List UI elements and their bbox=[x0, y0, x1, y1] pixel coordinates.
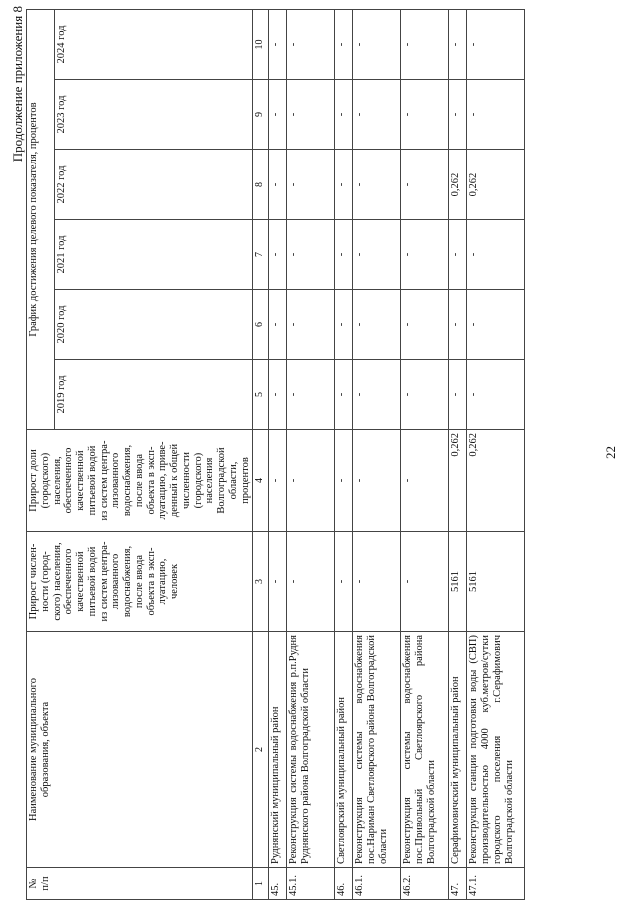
row-name: Реконструкция системы водоснабжения пос.Привольный Светлоярского района Волгоградской области bbox=[401, 632, 449, 868]
row-name: Реконструкция системы водоснабжения пос.Нариман Светлоярского района Волгоградской области bbox=[353, 632, 401, 868]
year-value: - bbox=[335, 9, 353, 79]
population-value: - bbox=[401, 532, 449, 632]
population-value: - bbox=[287, 532, 335, 632]
header-year-2022: 2022 год bbox=[55, 150, 253, 220]
row-number: 47. bbox=[449, 868, 467, 900]
row-number: 46. bbox=[335, 868, 353, 900]
indicator-table bbox=[26, 9, 525, 900]
header-number: № п/п bbox=[27, 868, 253, 900]
row-name: Серафимовичский муниципальный район bbox=[449, 632, 467, 868]
column-number: 7 bbox=[253, 220, 269, 290]
table-row bbox=[269, 9, 287, 899]
population-value: - bbox=[269, 532, 287, 632]
column-number: 10 bbox=[253, 9, 269, 79]
table-row bbox=[353, 9, 401, 899]
row-number: 45. bbox=[269, 868, 287, 900]
year-value: - bbox=[287, 290, 335, 360]
table-row bbox=[287, 9, 335, 899]
header-year-2021: 2021 год bbox=[55, 220, 253, 290]
header-year-2020: 2020 год bbox=[55, 290, 253, 360]
row-number: 46.1. bbox=[353, 868, 401, 900]
year-value: - bbox=[353, 360, 401, 430]
year-value: - bbox=[353, 290, 401, 360]
share-value: - bbox=[269, 430, 287, 532]
row-number: 47.1. bbox=[467, 868, 525, 900]
table-row bbox=[449, 9, 467, 899]
year-value: - bbox=[353, 150, 401, 220]
share-value: 0,262 bbox=[467, 430, 525, 532]
header-row-main bbox=[27, 9, 55, 899]
continuation-title: Продолжение приложения 8 bbox=[10, 6, 25, 163]
population-value: - bbox=[353, 532, 401, 632]
year-value: - bbox=[467, 9, 525, 79]
column-number: 8 bbox=[253, 150, 269, 220]
header-row-column-numbers bbox=[253, 9, 269, 899]
population-value: - bbox=[335, 532, 353, 632]
year-value: - bbox=[335, 220, 353, 290]
table-row bbox=[401, 9, 449, 899]
year-value: - bbox=[449, 360, 467, 430]
header-name: Наименование муниципального образования, объекта bbox=[27, 632, 253, 868]
year-value: - bbox=[269, 80, 287, 150]
row-number: 45.1. bbox=[287, 868, 335, 900]
share-value: - bbox=[287, 430, 335, 532]
year-value: - bbox=[449, 290, 467, 360]
column-number: 6 bbox=[253, 290, 269, 360]
year-value: - bbox=[467, 220, 525, 290]
year-value: - bbox=[269, 360, 287, 430]
header-population-growth: Прирост числен- ности (город- ского) населения, обеспеченного качественной питьевой водой из систем центра- лизованного водоснабжения, после ввода объекта в эксп- луатацию, человек bbox=[27, 532, 253, 632]
header-year-2024: 2024 год bbox=[55, 9, 253, 79]
page-number: 22 bbox=[603, 446, 618, 459]
year-value: - bbox=[269, 150, 287, 220]
column-number: 4 bbox=[253, 430, 269, 532]
year-value: - bbox=[449, 220, 467, 290]
year-value: - bbox=[401, 80, 449, 150]
share-value: - bbox=[335, 430, 353, 532]
header-year-2019: 2019 год bbox=[55, 360, 253, 430]
year-value: - bbox=[353, 80, 401, 150]
row-name: Реконструкция системы водоснабжения р.п.Рудня Руднянского района Волгоградской области bbox=[287, 632, 335, 868]
year-value: - bbox=[401, 290, 449, 360]
year-value: - bbox=[449, 9, 467, 79]
row-number: 46.2. bbox=[401, 868, 449, 900]
column-number: 1 bbox=[253, 868, 269, 900]
year-value: - bbox=[401, 360, 449, 430]
year-value: - bbox=[287, 150, 335, 220]
share-value: 0,262 bbox=[449, 430, 467, 532]
header-schedule: График достижения целевого показателя, процентов bbox=[27, 9, 55, 429]
year-value: 0,262 bbox=[467, 150, 525, 220]
year-value: - bbox=[287, 220, 335, 290]
row-name: Руднянский муниципальный район bbox=[269, 632, 287, 868]
year-value: - bbox=[287, 80, 335, 150]
year-value: - bbox=[401, 150, 449, 220]
year-value: - bbox=[335, 360, 353, 430]
year-value: - bbox=[467, 360, 525, 430]
header-year-2023: 2023 год bbox=[55, 80, 253, 150]
year-value: - bbox=[353, 9, 401, 79]
share-value: - bbox=[353, 430, 401, 532]
year-value: - bbox=[269, 290, 287, 360]
year-value: 0,262 bbox=[449, 150, 467, 220]
column-number: 9 bbox=[253, 80, 269, 150]
table-row bbox=[335, 9, 353, 899]
year-value: - bbox=[335, 290, 353, 360]
year-value: - bbox=[335, 80, 353, 150]
column-number: 5 bbox=[253, 360, 269, 430]
year-value: - bbox=[287, 9, 335, 79]
population-value: 5161 bbox=[449, 532, 467, 632]
header-share-growth: Прирост доли (городского) населения, обеспеченного качественной питьевой водой из систем центра- лизованного водоснабжения, после ввода объекта в эксп- луатацию, приве- денный к общей численности (городского) населения Волгоградской области, процентов bbox=[27, 430, 253, 532]
year-value: - bbox=[335, 150, 353, 220]
year-value: - bbox=[467, 290, 525, 360]
year-value: - bbox=[269, 9, 287, 79]
year-value: - bbox=[287, 360, 335, 430]
year-value: - bbox=[449, 80, 467, 150]
column-number: 2 bbox=[253, 632, 269, 868]
year-value: - bbox=[269, 220, 287, 290]
year-value: - bbox=[353, 220, 401, 290]
year-value: - bbox=[401, 9, 449, 79]
table-row bbox=[467, 9, 525, 899]
column-number: 3 bbox=[253, 532, 269, 632]
year-value: - bbox=[401, 220, 449, 290]
population-value: 5161 bbox=[467, 532, 525, 632]
row-name: Реконструкция станции подготовки воды (СВП) производительностью 4000 куб.метров/сутки городского поселения г.Серафимович Волгоградской области bbox=[467, 632, 525, 868]
year-value: - bbox=[467, 80, 525, 150]
share-value: - bbox=[401, 430, 449, 532]
row-name: Светлоярский муниципальный район bbox=[335, 632, 353, 868]
